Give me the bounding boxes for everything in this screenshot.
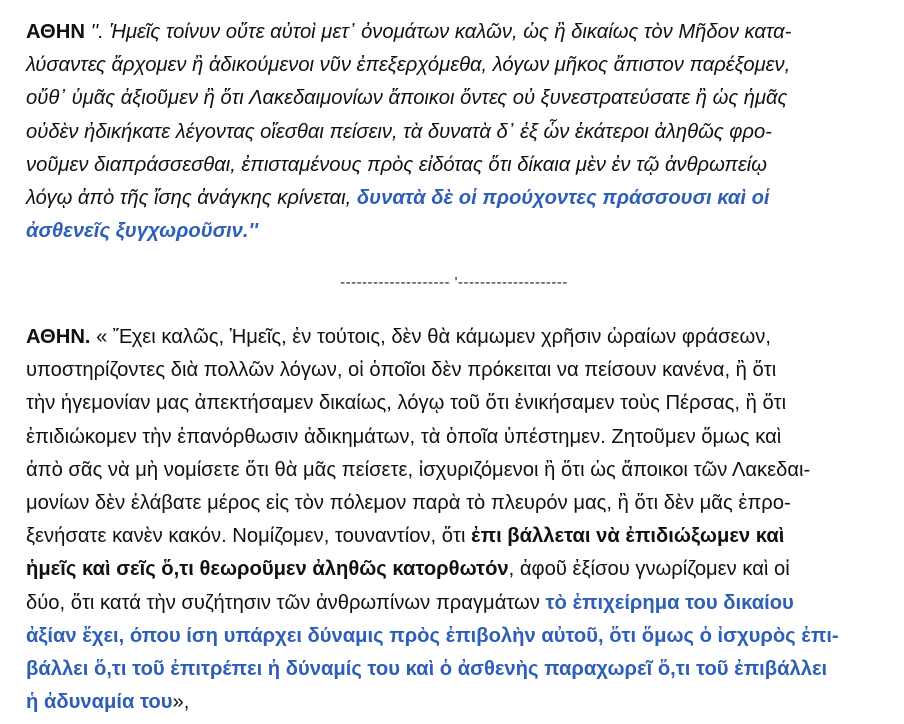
highlighted-text-line: βάλλει ὅ,τι τοῦ ἐπιτρέπει ἡ δύναμίς του καὶ ὁ ἀσθενὴς παραχωρεῖ ὅ,τι τοῦ ἐπιβάλλει: [26, 658, 828, 681]
highlighted-text: δυνατὰ δὲ οἱ προύχοντες πράσσουσι καὶ οἱ: [356, 187, 770, 210]
text-line: [26, 587, 839, 620]
text-line: ἀπὸ σᾶς νὰ μὴ νομίσετε ὅτι θὰ μᾶς πείσετε, ἰσχυριζόμενοι ἢ ὅτι ὡς ἄποικοι τῶν Λακεδαι-: [26, 458, 811, 481]
bold-text: ἡμεῖς καὶ σεῖς ὅ,τι θεωροῦμεν ἀληθῶς κατορθωτόν: [26, 558, 509, 581]
speaker-label: ΑΘΗΝ.: [26, 326, 91, 348]
text-line: υποστηρίζοντες διὰ πολλῶν λόγων, οἱ ὁποῖοι δὲν πρόκειται να πείσουν κανένα, ἢ ὅτι: [26, 359, 777, 382]
text-line: [26, 182, 791, 215]
speaker-label: ΑΘΗΝ: [26, 21, 85, 43]
text-line: [26, 686, 839, 719]
section-separator: -------------------- '--------------------: [340, 274, 568, 291]
text-span: , ἀφοῦ ἐξίσου γνωρίζομεν καὶ οἱ: [508, 558, 790, 581]
text-line: [26, 16, 791, 49]
text-line: [26, 321, 839, 354]
paragraph-translation: [26, 321, 839, 719]
highlighted-text-line: ἀξίαν ἔχει, όπου ίση υπάρχει δύναμις πρὸς ἐπιβολὴν αὐτοῦ, ὅτι ὅμως ὁ ἰσχυρὸς ἐπι-: [26, 624, 839, 647]
text-span: »,: [172, 691, 190, 714]
text-span: λόγῳ ἀπὸ τῆς ἴσης ἀνάγκης κρίνεται,: [26, 187, 357, 210]
text-line: οὔθ᾽ ὑμᾶς ἀξιοῦμεν ἢ ὅτι Λακεδαιμονίων ἄποικοι ὄντες οὐ ξυνεστρατεύσατε ἢ ὡς ἡμᾶς: [26, 87, 788, 110]
text-line: [26, 520, 839, 553]
text-line: ἐπιδιώκομεν τὴν ἐπανόρθωσιν ἀδικημάτων, τὰ ὁποῖα ὑπέστημεν. Ζητοῦμεν ὅμως καὶ: [26, 425, 782, 448]
text-span: δύο, ὅτι κατά τὴν συζήτησιν τῶν ἀνθρωπίνων πραγμάτων: [26, 591, 546, 614]
text-line: μονίων δὲν ἐλάβατε μέρος εἰς τὸν πόλεμον παρὰ τὸ πλευρόν μας, ἢ ὅτι δὲν μᾶς ἐπρο-: [26, 492, 791, 515]
text-span: ξενήσατε κανὲν κακόν. Νομίζομεν, τουναντίον, ὅτι: [26, 525, 472, 548]
text-line: λύσαντες ἄρχομεν ἢ ἀδικούμενοι νῦν ἐπεξερχόμεθα, λόγων μῆκος ἄπιστον παρέξομεν,: [26, 54, 791, 77]
text-line: νοῦμεν διαπράσσεσθαι, ἐπισταμένους πρὸς εἰδότας ὅτι δίκαια μὲν ἐν τῷ ἀνθρωπείῳ: [26, 153, 767, 176]
text-line: [26, 553, 839, 586]
highlighted-text-line: ἀσθενεῖς ξυγχωροῦσιν.'': [26, 220, 259, 243]
text-line: οὐδὲν ἠδικήκατε λέγοντας οἴεσθαι πείσειν, τὰ δυνατὰ δ᾽ ἐξ ὧν ἑκάτεροι ἀληθῶς φρο-: [26, 120, 772, 143]
bold-text: ἐπι βάλλεται νὰ ἐπιδιώξωμεν καὶ: [471, 525, 785, 548]
text-line: τὴν ἡγεμονίαν μας ἀπεκτήσαμεν δικαίως, λόγῳ τοῦ ὅτι ἐνικήσαμεν τοὺς Πέρσας, ἢ ὅτι: [26, 392, 787, 415]
text-span: ''. Ἡμεῖς τοίνυν οὔτε αὐτοὶ μετ᾽ ὀνομάτων καλῶν, ὡς ἢ δικαίως τὸν Μῆδον κατα-: [84, 21, 792, 43]
highlighted-text: ἡ ἀδυναμία του: [26, 691, 173, 714]
text-span: « Ἔχει καλῶς, Ἡμεῖς, ἐν τούτοις, δὲν θὰ κάμωμεν χρῆσιν ὡραίων φράσεων,: [90, 326, 771, 348]
highlighted-text: τὸ ἐπιχείρημα του δικαίου: [545, 591, 794, 614]
paragraph-original-greek: [26, 16, 791, 248]
